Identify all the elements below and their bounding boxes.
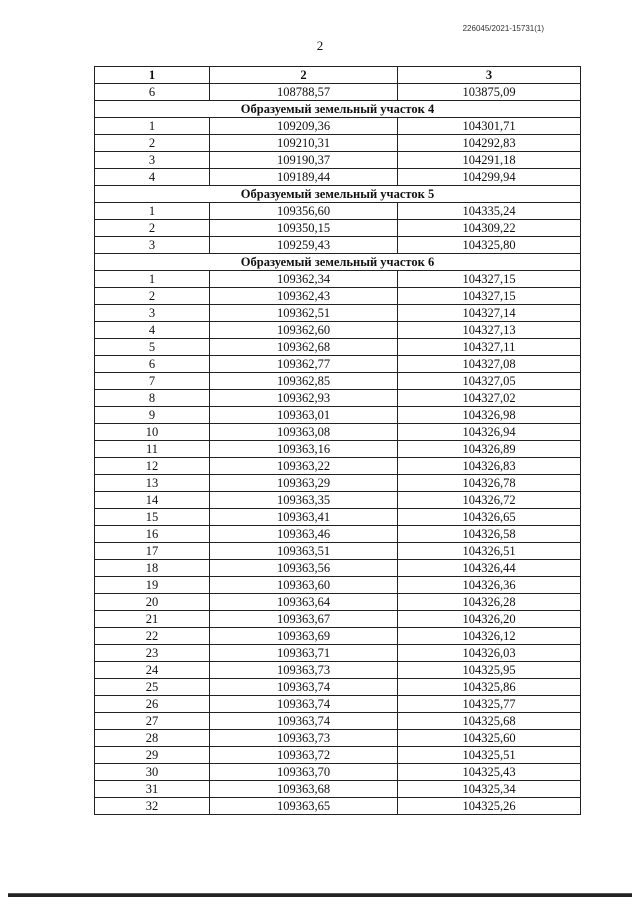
- x-coordinate-cell: 109209,36: [210, 118, 398, 135]
- header-cell-1: 1: [95, 67, 210, 84]
- y-coordinate-cell: 104325,86: [398, 679, 581, 696]
- point-number-cell: 3: [95, 152, 210, 169]
- y-coordinate-cell: 104327,14: [398, 305, 581, 322]
- y-coordinate-cell: 104327,02: [398, 390, 581, 407]
- x-coordinate-cell: 109363,60: [210, 577, 398, 594]
- point-number-cell: 2: [95, 135, 210, 152]
- y-coordinate-cell: 104326,03: [398, 645, 581, 662]
- x-coordinate-cell: 109210,31: [210, 135, 398, 152]
- x-coordinate-cell: 109362,93: [210, 390, 398, 407]
- point-number-cell: 2: [95, 288, 210, 305]
- x-coordinate-cell: 109362,34: [210, 271, 398, 288]
- x-coordinate-cell: 109363,71: [210, 645, 398, 662]
- point-number-cell: 24: [95, 662, 210, 679]
- x-coordinate-cell: 109362,68: [210, 339, 398, 356]
- y-coordinate-cell: 104299,94: [398, 169, 581, 186]
- point-number-cell: 6: [95, 84, 210, 101]
- point-number-cell: 7: [95, 373, 210, 390]
- table-row: [95, 492, 581, 509]
- point-number-cell: 32: [95, 798, 210, 815]
- coordinates-table: [94, 66, 581, 815]
- y-coordinate-cell: 104327,15: [398, 288, 581, 305]
- table-row: [95, 560, 581, 577]
- point-number-cell: 4: [95, 322, 210, 339]
- point-number-cell: 2: [95, 220, 210, 237]
- header-cell-2: 2: [210, 67, 398, 84]
- x-coordinate-cell: 109363,70: [210, 764, 398, 781]
- point-number-cell: 19: [95, 577, 210, 594]
- point-number-cell: 6: [95, 356, 210, 373]
- y-coordinate-cell: 104325,51: [398, 747, 581, 764]
- point-number-cell: 10: [95, 424, 210, 441]
- point-number-cell: 5: [95, 339, 210, 356]
- table-body: [95, 84, 581, 815]
- x-coordinate-cell: 109356,60: [210, 203, 398, 220]
- point-number-cell: 20: [95, 594, 210, 611]
- x-coordinate-cell: 109363,29: [210, 475, 398, 492]
- page-number: 2: [316, 38, 324, 53]
- table-row: [95, 696, 581, 713]
- table-row: [95, 288, 581, 305]
- table-row: [95, 679, 581, 696]
- point-number-cell: 17: [95, 543, 210, 560]
- x-coordinate-cell: 109363,16: [210, 441, 398, 458]
- point-number-cell: 9: [95, 407, 210, 424]
- table-row: [95, 747, 581, 764]
- x-coordinate-cell: 108788,57: [210, 84, 398, 101]
- header-cell-3: 3: [398, 67, 581, 84]
- y-coordinate-cell: 104325,95: [398, 662, 581, 679]
- y-coordinate-cell: 104326,12: [398, 628, 581, 645]
- section-title: Образуемый земельный участок 6: [95, 254, 581, 271]
- table-row: [95, 628, 581, 645]
- x-coordinate-cell: 109363,68: [210, 781, 398, 798]
- table-row: [95, 458, 581, 475]
- table-row: [95, 118, 581, 135]
- point-number-cell: 31: [95, 781, 210, 798]
- point-number-cell: 28: [95, 730, 210, 747]
- table-row: [95, 594, 581, 611]
- x-coordinate-cell: 109259,43: [210, 237, 398, 254]
- x-coordinate-cell: 109189,44: [210, 169, 398, 186]
- table-row: [95, 798, 581, 815]
- x-coordinate-cell: 109362,51: [210, 305, 398, 322]
- x-coordinate-cell: 109362,60: [210, 322, 398, 339]
- table-row: [95, 390, 581, 407]
- point-number-cell: 25: [95, 679, 210, 696]
- x-coordinate-cell: 109363,69: [210, 628, 398, 645]
- point-number-cell: 29: [95, 747, 210, 764]
- table-row: [95, 781, 581, 798]
- table-row: [95, 764, 581, 781]
- x-coordinate-cell: 109363,65: [210, 798, 398, 815]
- table-header-row: [95, 67, 581, 84]
- table-row: [95, 713, 581, 730]
- table-row: [95, 730, 581, 747]
- x-coordinate-cell: 109363,73: [210, 730, 398, 747]
- table-row: [95, 662, 581, 679]
- y-coordinate-cell: 104327,13: [398, 322, 581, 339]
- y-coordinate-cell: 104325,26: [398, 798, 581, 815]
- y-coordinate-cell: 104292,83: [398, 135, 581, 152]
- x-coordinate-cell: 109190,37: [210, 152, 398, 169]
- table-row: [95, 152, 581, 169]
- point-number-cell: 16: [95, 526, 210, 543]
- x-coordinate-cell: 109363,46: [210, 526, 398, 543]
- x-coordinate-cell: 109363,56: [210, 560, 398, 577]
- point-number-cell: 21: [95, 611, 210, 628]
- section-row: [95, 254, 581, 271]
- y-coordinate-cell: 104326,28: [398, 594, 581, 611]
- y-coordinate-cell: 104326,89: [398, 441, 581, 458]
- y-coordinate-cell: 104326,36: [398, 577, 581, 594]
- point-number-cell: 13: [95, 475, 210, 492]
- table-row: [95, 373, 581, 390]
- x-coordinate-cell: 109363,67: [210, 611, 398, 628]
- point-number-cell: 1: [95, 118, 210, 135]
- section-title: Образуемый земельный участок 5: [95, 186, 581, 203]
- table-row: [95, 237, 581, 254]
- table-row: [95, 220, 581, 237]
- document-id: 226045/2021-15731(1): [462, 24, 544, 33]
- table-row: [95, 645, 581, 662]
- y-coordinate-cell: 104327,15: [398, 271, 581, 288]
- table-row: [95, 271, 581, 288]
- table-row: [95, 526, 581, 543]
- table-row: [95, 84, 581, 101]
- x-coordinate-cell: 109363,51: [210, 543, 398, 560]
- point-number-cell: 30: [95, 764, 210, 781]
- table-row: [95, 611, 581, 628]
- table-row: [95, 441, 581, 458]
- point-number-cell: 23: [95, 645, 210, 662]
- table-row: [95, 356, 581, 373]
- x-coordinate-cell: 109362,77: [210, 356, 398, 373]
- x-coordinate-cell: 109362,43: [210, 288, 398, 305]
- table-row: [95, 407, 581, 424]
- y-coordinate-cell: 104325,43: [398, 764, 581, 781]
- section-title: Образуемый земельный участок 4: [95, 101, 581, 118]
- table-row: [95, 475, 581, 492]
- point-number-cell: 22: [95, 628, 210, 645]
- y-coordinate-cell: 104325,80: [398, 237, 581, 254]
- point-number-cell: 15: [95, 509, 210, 526]
- y-coordinate-cell: 104327,05: [398, 373, 581, 390]
- y-coordinate-cell: 104327,08: [398, 356, 581, 373]
- y-coordinate-cell: 104325,60: [398, 730, 581, 747]
- x-coordinate-cell: 109363,73: [210, 662, 398, 679]
- section-row: [95, 101, 581, 118]
- table-row: [95, 424, 581, 441]
- x-coordinate-cell: 109363,64: [210, 594, 398, 611]
- y-coordinate-cell: 104326,72: [398, 492, 581, 509]
- y-coordinate-cell: 104326,78: [398, 475, 581, 492]
- point-number-cell: 4: [95, 169, 210, 186]
- x-coordinate-cell: 109363,74: [210, 696, 398, 713]
- x-coordinate-cell: 109363,01: [210, 407, 398, 424]
- y-coordinate-cell: 104326,51: [398, 543, 581, 560]
- y-coordinate-cell: 104325,34: [398, 781, 581, 798]
- table-row: [95, 577, 581, 594]
- y-coordinate-cell: 104326,44: [398, 560, 581, 577]
- x-coordinate-cell: 109350,15: [210, 220, 398, 237]
- y-coordinate-cell: 104326,83: [398, 458, 581, 475]
- y-coordinate-cell: 104327,11: [398, 339, 581, 356]
- y-coordinate-cell: 104309,22: [398, 220, 581, 237]
- point-number-cell: 11: [95, 441, 210, 458]
- point-number-cell: 27: [95, 713, 210, 730]
- y-coordinate-cell: 104326,94: [398, 424, 581, 441]
- x-coordinate-cell: 109363,74: [210, 679, 398, 696]
- y-coordinate-cell: 104291,18: [398, 152, 581, 169]
- x-coordinate-cell: 109362,85: [210, 373, 398, 390]
- y-coordinate-cell: 104325,68: [398, 713, 581, 730]
- x-coordinate-cell: 109363,41: [210, 509, 398, 526]
- table-row: [95, 135, 581, 152]
- page-bottom-border: [8, 893, 632, 897]
- point-number-cell: 14: [95, 492, 210, 509]
- point-number-cell: 3: [95, 237, 210, 254]
- y-coordinate-cell: 103875,09: [398, 84, 581, 101]
- point-number-cell: 18: [95, 560, 210, 577]
- section-row: [95, 186, 581, 203]
- y-coordinate-cell: 104326,65: [398, 509, 581, 526]
- y-coordinate-cell: 104326,20: [398, 611, 581, 628]
- point-number-cell: 12: [95, 458, 210, 475]
- x-coordinate-cell: 109363,22: [210, 458, 398, 475]
- x-coordinate-cell: 109363,72: [210, 747, 398, 764]
- point-number-cell: 8: [95, 390, 210, 407]
- table-row: [95, 322, 581, 339]
- y-coordinate-cell: 104301,71: [398, 118, 581, 135]
- table-row: [95, 339, 581, 356]
- y-coordinate-cell: 104326,98: [398, 407, 581, 424]
- x-coordinate-cell: 109363,35: [210, 492, 398, 509]
- point-number-cell: 26: [95, 696, 210, 713]
- point-number-cell: 1: [95, 203, 210, 220]
- table-row: [95, 203, 581, 220]
- y-coordinate-cell: 104335,24: [398, 203, 581, 220]
- point-number-cell: 3: [95, 305, 210, 322]
- x-coordinate-cell: 109363,74: [210, 713, 398, 730]
- point-number-cell: 1: [95, 271, 210, 288]
- table-row: [95, 305, 581, 322]
- y-coordinate-cell: 104325,77: [398, 696, 581, 713]
- table-row: [95, 509, 581, 526]
- table-row: [95, 543, 581, 560]
- y-coordinate-cell: 104326,58: [398, 526, 581, 543]
- x-coordinate-cell: 109363,08: [210, 424, 398, 441]
- table-row: [95, 169, 581, 186]
